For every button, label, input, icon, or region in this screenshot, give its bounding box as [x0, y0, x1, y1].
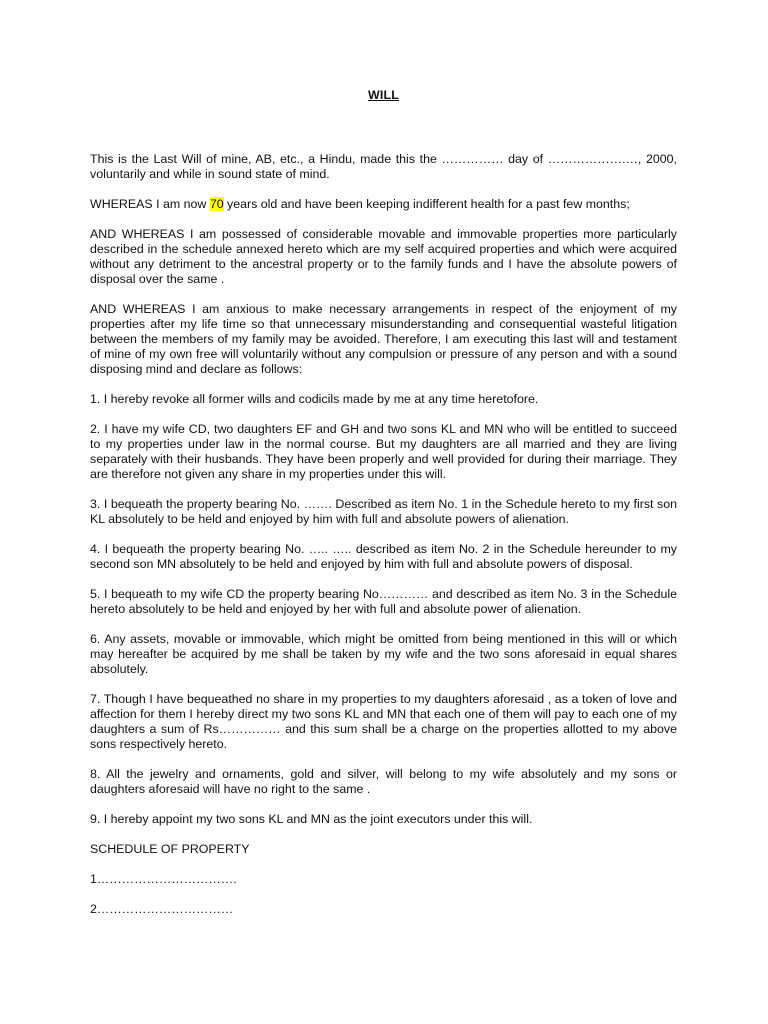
whereas-age-paragraph [90, 197, 677, 212]
clause-7: 7. Though I have bequeathed no share in my properties to my daughters aforesaid , as a token of love and affection for them I hereby direct my two sons KL and MN that each one of them will pay to each one of my daughters a sum of Rs…………… and this sum shall be a charge on the properties allotted to my above sons respectively hereto. [90, 692, 677, 751]
schedule-item-2: 2…………………………… [90, 902, 234, 916]
whereas-age-after: years old and have been keeping indifferent health for a past few months; [223, 197, 630, 211]
clause-5: 5. I bequeath to my wife CD the property bearing No………… and described as item No. 3 in the Schedule hereto absolutely to be held and enjoyed by her with full and absolute power of alienation. [90, 587, 677, 616]
document-page [90, 88, 677, 932]
whereas-arrangements-paragraph: AND WHEREAS I am anxious to make necessary arrangements in respect of the enjoyment of my properties after my life time so that unnecessary misunderstanding and consequential wasteful litigation between the members of my family may be avoided. Therefore, I am executing this last will and testament of mine of my own free will voluntarily without any compulsion or pressure of any person and with a sound disposing mind and declare as follows: [90, 302, 677, 376]
clause-3: 3. I bequeath the property bearing No. ……. Described as item No. 1 in the Schedule hereto to my first son KL absolutely to be held and enjoyed by him with full and absolute powers of alienation. [90, 497, 677, 526]
clause-4: 4. I bequeath the property bearing No. ….. ….. described as item No. 2 in the Schedule hereunder to my second son MN absolutely to be held and enjoyed by him with full and absolute powers of disposal. [90, 542, 677, 571]
document-title: WILL [367, 88, 400, 102]
highlighted-age: 70 [209, 197, 224, 211]
clause-2: 2. I have my wife CD, two daughters EF and GH and two sons KL and MN who will be entitled to succeed to my properties under law in the normal course. But my daughters are all married and they are living separately with their husbands. They have been properly and well provided for during their marriage. They are therefore not given any share in my properties under this will. [90, 422, 677, 481]
clause-6: 6. Any assets, movable or immovable, which might be omitted from being mentioned in this will or which may hereafter be acquired by me shall be taken by my wife and the two sons aforesaid in equal shares absolutely. [90, 632, 677, 676]
schedule-heading: SCHEDULE OF PROPERTY [90, 842, 250, 856]
clause-9: 9. I hereby appoint my two sons KL and MN as the joint executors under this will. [90, 812, 533, 826]
whereas-age-before: WHEREAS I am now [90, 197, 210, 211]
clause-1: 1. I hereby revoke all former wills and codicils made by me at any time heretofore. [90, 392, 539, 406]
intro-paragraph: This is the Last Will of mine, AB, etc., a Hindu, made this the …………… day of ……………….…, 2000, voluntarily and while in sound state of mind. [90, 152, 677, 181]
clause-8: 8. All the jewelry and ornaments, gold and silver, will belong to my wife absolutely and my sons or daughters aforesaid will have no right to the same . [90, 767, 677, 796]
schedule-item-1: 1……………………………. [90, 872, 237, 886]
whereas-property-paragraph: AND WHEREAS I am possessed of considerable movable and immovable properties more particularly described in the schedule annexed hereto which are my self acquired properties and which were acquired without any detriment to the ancestral property or to the family funds and I have the absolute powers of disposal over the same . [90, 227, 677, 286]
